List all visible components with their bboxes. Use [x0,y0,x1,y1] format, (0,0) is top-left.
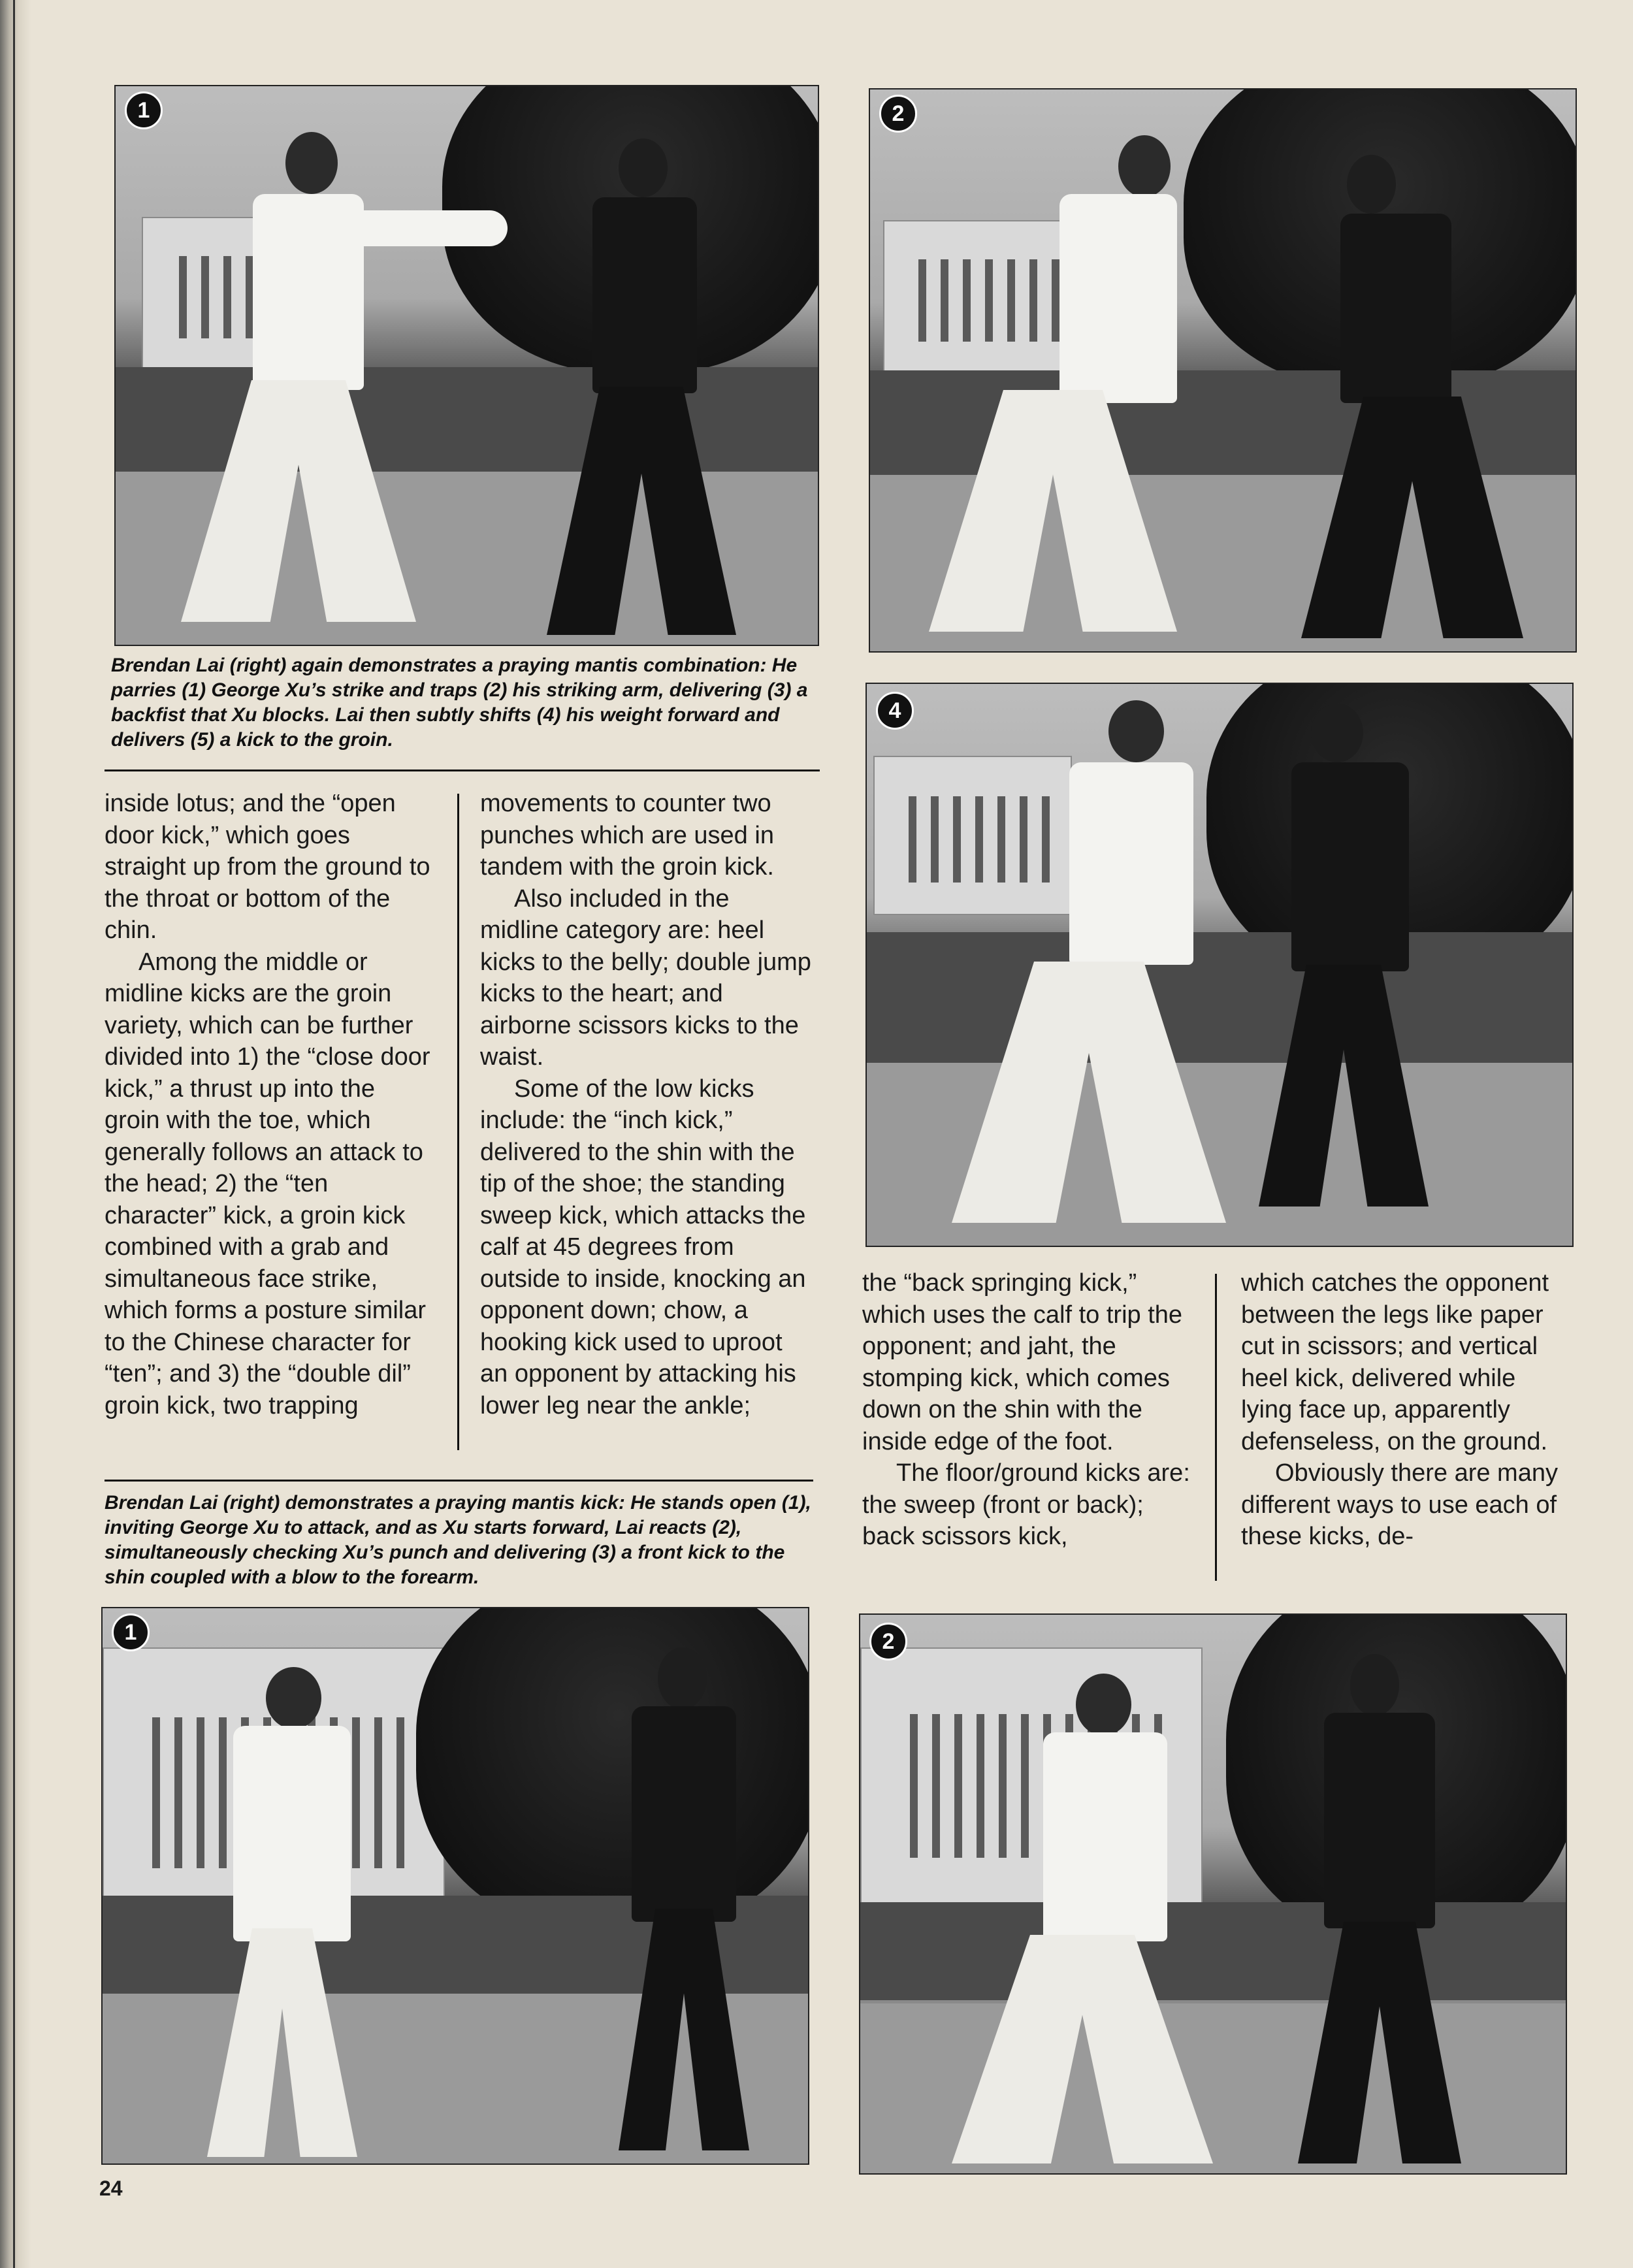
figure-white-uniform [187,1667,383,2157]
caption-rule-top [105,770,820,771]
caption-rule-bottom [105,1480,813,1482]
body-column-1 [105,788,431,1421]
photo-top-right [869,88,1577,653]
column-divider [1215,1274,1217,1581]
paragraph: Obviously there are many different ways to use each of these kicks, de- [1241,1459,1558,1550]
figure-white-uniform [155,132,429,628]
photo-middle-right [865,683,1574,1247]
figure-black-uniform [1262,155,1536,638]
paragraph: Some of the low kicks include: the “inch kick,” delivered to the shin with the tip of the shoe; the standing sweep kick, which attacks the calf at 45 degrees from outside to inside, knocking an opponent down; chow, a hooking kick used to uproot an opponent by attacking his lower leg near the ankle; [480,1075,806,1419]
photo-bottom-right [859,1613,1567,2175]
body-column-2 [480,788,813,1421]
figure-black-uniform [534,138,743,635]
photo-number-badge: 4 [876,692,914,730]
page-number: 24 [99,2177,123,2200]
paragraph: which catches the opponent between the legs like paper cut in scissors; and vertical heel kick, delivered while lying face up, apparently defenseless, on the ground. [1241,1269,1549,1455]
column-divider [457,794,459,1450]
paragraph: Among the middle or midline kicks are the groin variety, which can be further divided into 1) the “close door kick,” a thrust up into the groin with the toe, which generally follows an attack to the head; 2) the “ten character” kick, a groin kick combined with a grab and simultaneous face strike, which forms a posture similar to the Chinese character for “ten”; and 3) the “double dil” groin kick, two trapping [105,948,430,1419]
paragraph: movements to counter two punches which are used in tandem with the groin kick. [480,790,774,881]
body-column-3 [862,1267,1199,1553]
figure-black-uniform [1278,1654,1481,2163]
paragraph: The floor/ground kicks are: the sweep (front or back); back scissors kick, [862,1459,1190,1550]
photo-number-badge: 1 [112,1613,150,1651]
photo-bottom-left [101,1607,809,2165]
spine-edge-line [13,0,15,2268]
photo-number-badge: 2 [879,95,917,133]
paragraph: inside lotus; and the “open door kick,” which goes straight up from the ground to the throat or bottom of the chin. [105,790,430,944]
magazine-spine [0,0,31,2268]
figure-white-uniform [945,1674,1220,2163]
photo-number-badge: 1 [125,91,163,129]
paragraph: Also included in the midline category are: heel kicks to the belly; double jump kicks to the heart; and airborne scissors kicks to the waist. [480,884,811,1071]
photo-top-left [114,85,819,646]
paragraph: the “back springing kick,” which uses the calf to trip the opponent; and jaht, the stomping kick, which comes down on the shin with the inside edge of the foot. [862,1269,1183,1455]
body-column-4 [1241,1267,1568,1553]
figure-white-uniform [909,135,1197,638]
photo-number-badge: 2 [869,1623,907,1660]
top-photo-caption: Brendan Lai (right) again demonstrates a praying mantis combination: He parries (1) George Xu’s strike and traps (2) his striking arm, delivering (3) a backfist that Xu blocks. Lai then subtly shifts (4) his weight forward and delivers (5) a kick to the groin. [111,655,808,751]
figure-black-uniform [1233,704,1455,1207]
bottom-photo-caption: Brendan Lai (right) demonstrates a praying mantis kick: He stands open (1), inviting George Xu to attack, and as Xu starts forward, Lai reacts (2), simultaneously checking Xu’s punch and delivering (3) a front kick to the shin coupled with a blow to the forearm. [105,1492,811,1588]
figure-black-uniform [606,1647,762,2150]
figure-white-uniform [939,700,1239,1223]
